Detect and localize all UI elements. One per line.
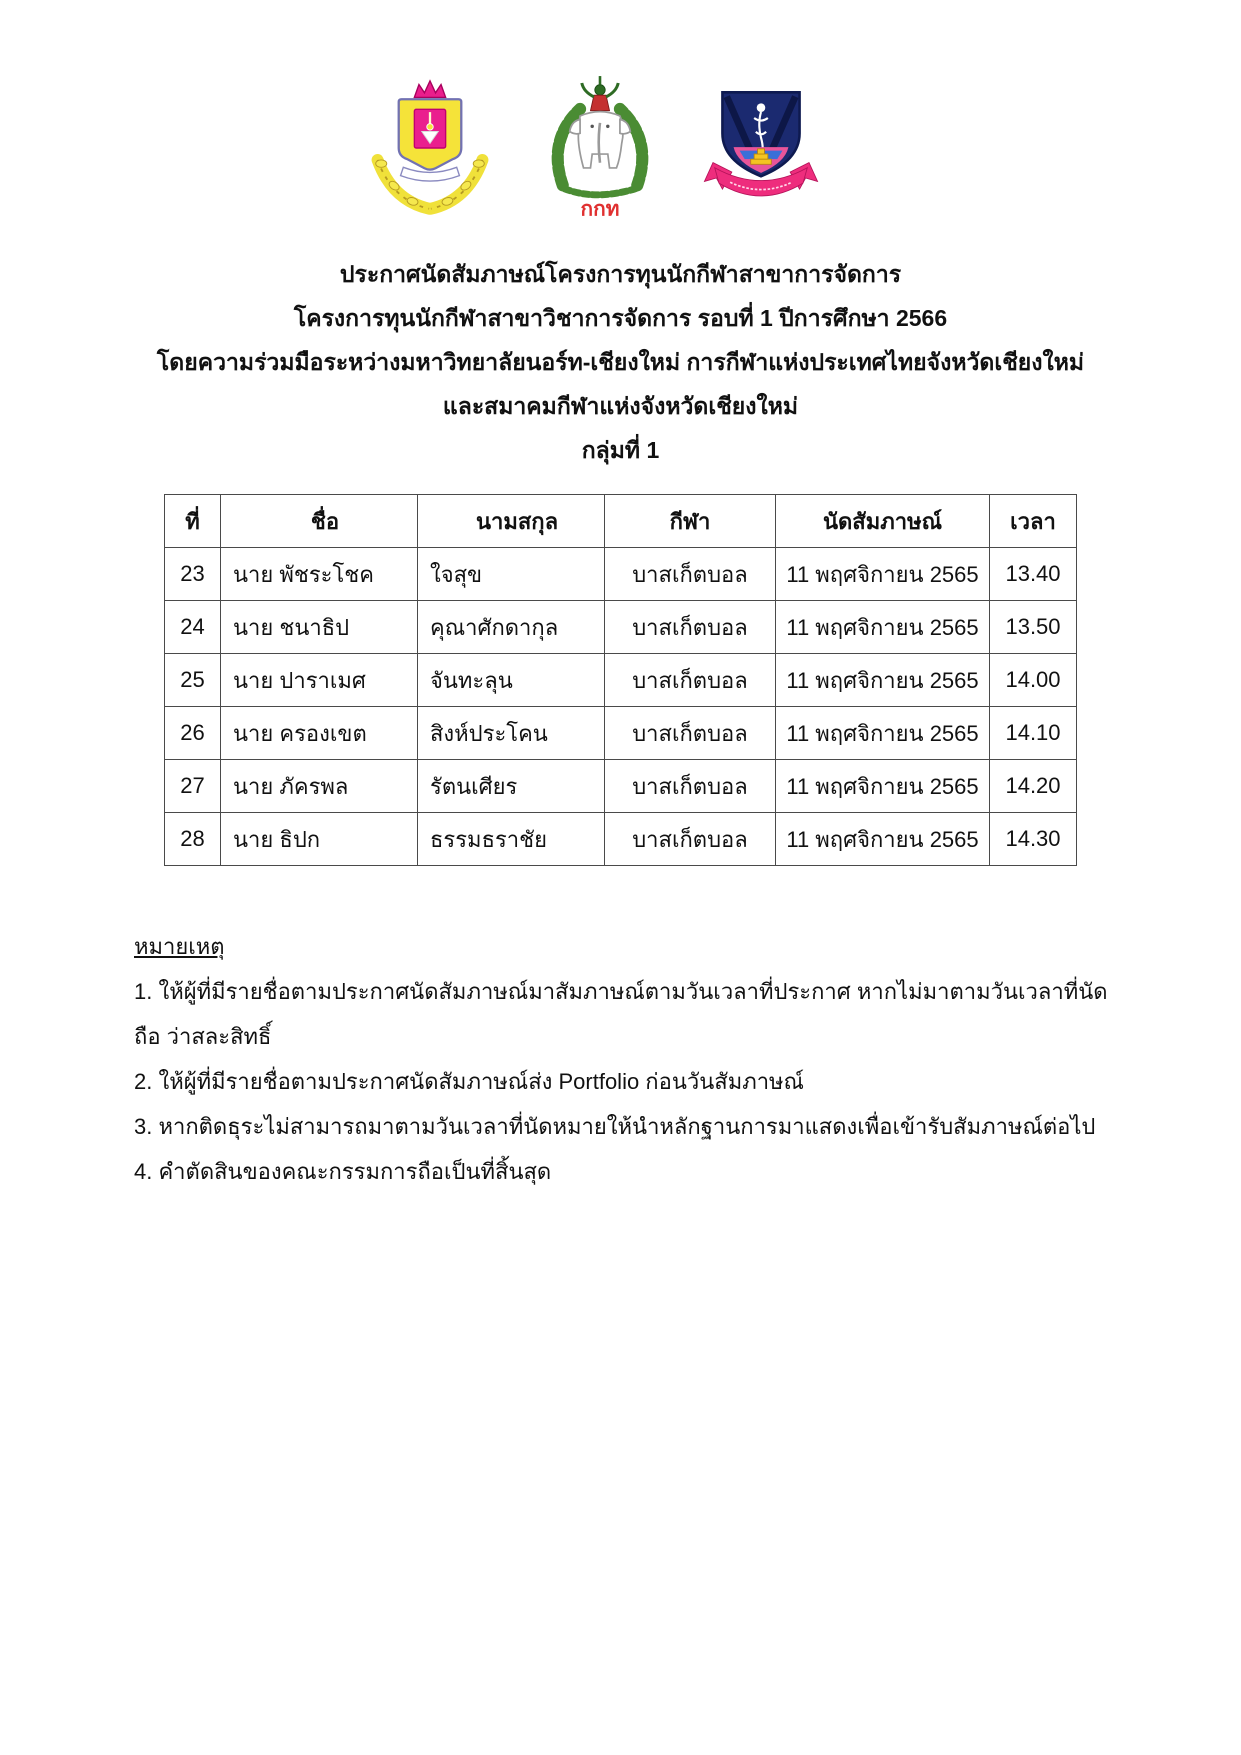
table-cell: 24 bbox=[165, 601, 221, 654]
table-cell: 23 bbox=[165, 548, 221, 601]
col-header-no: ที่ bbox=[165, 495, 221, 548]
table-cell: นาย ธิปก bbox=[221, 813, 418, 866]
table-cell: 11 พฤศจิกายน 2565 bbox=[776, 654, 990, 707]
title-block bbox=[0, 252, 1241, 472]
table-cell: บาสเก็ตบอล bbox=[605, 601, 776, 654]
title-line-4: และสมาคมกีฬาแห่งจังหวัดเชียงใหม่ bbox=[442, 393, 799, 419]
col-header-date: นัดสัมภาษณ์ bbox=[776, 495, 990, 548]
col-header-firstname: ชื่อ bbox=[221, 495, 418, 548]
table-cell: นาย ครองเขต bbox=[221, 707, 418, 760]
table-cell: 25 bbox=[165, 654, 221, 707]
table-cell: 26 bbox=[165, 707, 221, 760]
table-row bbox=[165, 760, 1077, 813]
table-cell: 14.00 bbox=[990, 654, 1077, 707]
table-cell: นาย ชนาธิป bbox=[221, 601, 418, 654]
figure-head bbox=[756, 103, 765, 112]
table-cell: สิงห์ประโคน bbox=[418, 707, 605, 760]
table-cell: 13.40 bbox=[990, 548, 1077, 601]
table-cell: จันทะลุน bbox=[418, 654, 605, 707]
elephant-eye bbox=[606, 125, 609, 128]
note-item-3: 3. หากติดธุระไม่สามารถมาตามวันเวลาที่นัดหมายให้นำหลักฐานการมาแสดงเพื่อเข้ารับสัมภาษณ์ต่อไป bbox=[134, 1114, 1096, 1139]
notes-heading: หมายเหตุ bbox=[134, 934, 225, 959]
table-cell: นาย พัชระโชค bbox=[221, 548, 418, 601]
group-label: กลุ่มที่ 1 bbox=[581, 437, 660, 463]
interview-table-head bbox=[165, 495, 1077, 548]
table-cell: ใจสุข bbox=[418, 548, 605, 601]
interview-table-body bbox=[165, 548, 1077, 866]
table-cell: บาสเก็ตบอล bbox=[605, 654, 776, 707]
deity-arm-left bbox=[581, 83, 593, 97]
header-row bbox=[165, 495, 1077, 548]
crown-icon bbox=[414, 81, 445, 98]
title-line-1: ประกาศนัดสัมภาษณ์โครงการทุนนักกีฬาสาขาการจัดการ bbox=[339, 261, 902, 287]
table-cell: บาสเก็ตบอล bbox=[605, 760, 776, 813]
table-cell: บาสเก็ตบอล bbox=[605, 548, 776, 601]
wreath-base bbox=[564, 189, 635, 195]
interview-table bbox=[164, 494, 1077, 866]
laurel-leaf bbox=[375, 160, 386, 167]
table-cell: 11 พฤศจิกายน 2565 bbox=[776, 548, 990, 601]
table-row bbox=[165, 548, 1077, 601]
plumb-weight bbox=[426, 124, 432, 130]
note-item-1: 1. ให้ผู้ที่มีรายชื่อตามประกาศนัดสัมภาษณ์มาสัมภาษณ์ตามวันเวลาที่ประกาศ หากไม่มาตามวันเวลาที่นัดถือ ว่าสละสิทธิ์ bbox=[134, 979, 1108, 1049]
table-cell: ธรรมธราชัย bbox=[418, 813, 605, 866]
sat-emblem-logo bbox=[535, 72, 665, 224]
table-cell: บาสเก็ตบอล bbox=[605, 707, 776, 760]
note-item-4: 4. คำตัดสินของคณะกรรมการถือเป็นที่สิ้นสุด bbox=[134, 1159, 552, 1184]
elephant-trunk bbox=[598, 123, 599, 163]
deity-arm-right bbox=[606, 83, 618, 97]
table-cell: 11 พฤศจิกายน 2565 bbox=[776, 707, 990, 760]
table-cell: 11 พฤศจิกายน 2565 bbox=[776, 760, 990, 813]
col-header-time: เวลา bbox=[990, 495, 1077, 548]
table-row bbox=[165, 707, 1077, 760]
note-item-2: 2. ให้ผู้ที่มีรายชื่อตามประกาศนัดสัมภาษณ์ส่ง Portfolio ก่อนวันสัมภาษณ์ bbox=[134, 1069, 804, 1094]
col-header-lastname: นามสกุล bbox=[418, 495, 605, 548]
notes-section bbox=[134, 924, 1124, 1194]
sports-association-logo bbox=[701, 80, 821, 216]
table-cell: นาย ภัครพล bbox=[221, 760, 418, 813]
table-cell: 28 bbox=[165, 813, 221, 866]
table-row bbox=[165, 654, 1077, 707]
table-cell: 14.30 bbox=[990, 813, 1077, 866]
table-row bbox=[165, 601, 1077, 654]
table-cell: 13.50 bbox=[990, 601, 1077, 654]
table-cell: รัตนเศียร bbox=[418, 760, 605, 813]
table-cell: 14.10 bbox=[990, 707, 1077, 760]
table-cell: คุณาศักดากุล bbox=[418, 601, 605, 654]
elephant-eye bbox=[590, 125, 593, 128]
laurel-leaf bbox=[473, 160, 484, 167]
title-line-2: โครงการทุนนักกีฬาสาขาวิชาการจัดการ รอบที่ 1 ปีการศึกษา 2566 bbox=[293, 305, 948, 331]
university-crest-logo bbox=[361, 79, 499, 217]
chedi-tier bbox=[750, 159, 771, 164]
title-line-3: โดยความร่วมมือระหว่างมหาวิทยาลัยนอร์ท-เชียงใหม่ การกีฬาแห่งประเทศไทยจังหวัดเชียงใหม่ bbox=[156, 349, 1085, 375]
table-row bbox=[165, 813, 1077, 866]
table-cell: 14.20 bbox=[990, 760, 1077, 813]
table-cell: 11 พฤศจิกายน 2565 bbox=[776, 813, 990, 866]
logo-row bbox=[0, 0, 1181, 224]
chedi-tier bbox=[757, 149, 764, 154]
col-header-sport: กีฬา bbox=[605, 495, 776, 548]
table-cell: นาย ปาราเมศ bbox=[221, 654, 418, 707]
sat-label-text: กกท bbox=[580, 197, 619, 221]
deity-head bbox=[594, 85, 604, 95]
table-cell: 27 bbox=[165, 760, 221, 813]
table-cell: 11 พฤศจิกายน 2565 bbox=[776, 601, 990, 654]
chedi-tier bbox=[754, 154, 768, 159]
table-cell: บาสเก็ตบอล bbox=[605, 813, 776, 866]
